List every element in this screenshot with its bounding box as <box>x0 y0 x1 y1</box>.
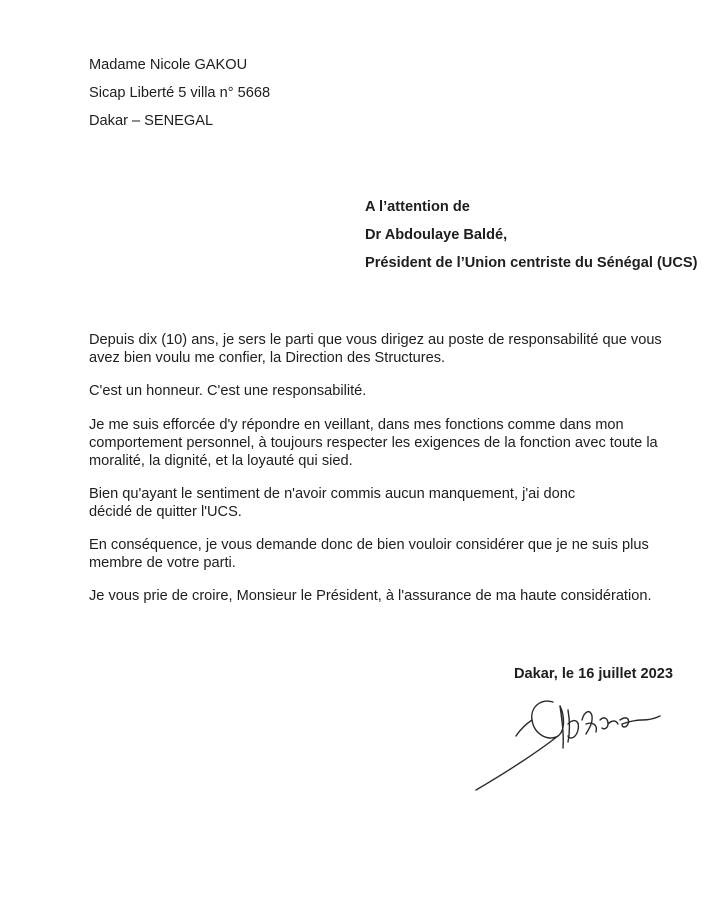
letter-body <box>89 331 689 620</box>
paragraph-3: Je me suis efforcée d'y répondre en veillant, dans mes fonctions comme dans mon comportement personnel, à toujours respecter les exigences de la fonction avec toute la moralité, la dignité, et la loyauté qui sied. <box>89 417 658 469</box>
recipient-attention: A l’attention de <box>365 199 470 215</box>
recipient-title: Président de l’Union centriste du Sénégal (UCS) <box>365 255 698 271</box>
paragraph-2: C'est un honneur. C'est une responsabilité. <box>89 383 367 399</box>
paragraph-4-line-2: décidé de quitter l'UCS. <box>89 504 242 520</box>
place-date: Dakar, le 16 juillet 2023 <box>513 666 673 682</box>
recipient-name: Dr Abdoulaye Baldé, <box>365 227 508 243</box>
paragraph-6: Je vous prie de croire, Monsieur le Président, à l'assurance de ma haute considération. <box>89 588 652 604</box>
recipient-block <box>365 198 705 282</box>
sender-name: Madame Nicole GAKOU <box>89 57 248 73</box>
sender-block <box>89 55 270 139</box>
paragraph-5: En conséquence, je vous demande donc de bien vouloir considérer que je ne suis plus membre de votre parti. <box>89 537 649 571</box>
paragraph-4-line-1: Bien qu'ayant le sentiment de n'avoir commis aucun manquement, j'ai donc <box>89 486 576 502</box>
handwritten-signature <box>470 690 690 800</box>
paragraph-4 <box>89 485 689 521</box>
paragraph-1: Depuis dix (10) ans, je sers le parti que vous dirigez au poste de responsabilité que vous avez bien voulu me confier, la Direction des Structures. <box>89 332 662 366</box>
sender-address: Sicap Liberté 5 villa n° 5668 <box>89 85 271 101</box>
sender-city: Dakar – SENEGAL <box>89 113 214 129</box>
